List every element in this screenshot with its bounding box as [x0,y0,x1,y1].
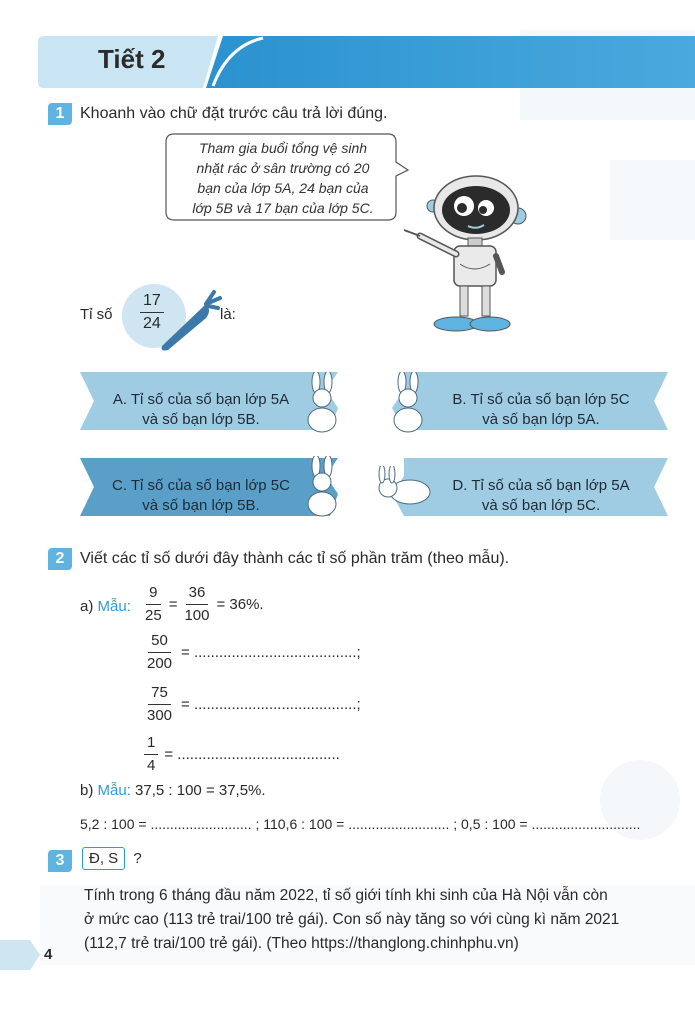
lesson-title: Tiết 2 [98,44,166,74]
item-a-2[interactable]: $\frac{75}{300}$ = .......................................; [147,684,361,724]
exercise-2-instruction: Viết các tỉ số dưới đây thành các tỉ số phần trăm (theo mẫu). [80,550,510,567]
item-a-1[interactable]: $\frac{50}{200}$ = .......................................; [147,632,361,672]
part-b-sample: b) Mẫu: 37,5 : 100 = 37,5%. [80,782,266,799]
ratio-suffix: là: [220,306,236,323]
ratio-denominator: 24 [143,315,161,332]
speech-bubble-text: Tham gia buổi tổng vệ sinh nhặt rác ở sân trường có 20 bạn của lớp 5A, 24 bạn của lớp 5B và 17 bạn của lớp 5C. [192,140,374,216]
ratio-prefix: Tỉ số [80,306,113,323]
exercise-number-2: 2 [48,548,72,570]
ratio-numerator: 17 [140,292,164,313]
page-number: 4 [44,946,53,963]
exercise-3-header: Đ, S ? [82,850,142,867]
option-a-text[interactable]: A. Tỉ số của số bạn lớp 5A và số bạn lớp 5B. [112,391,290,428]
option-d-text[interactable]: D. Tỉ số của số bạn lớp 5A và số bạn lớp 5C. [452,477,630,514]
exercise-3-text: Tính trong 6 tháng đầu năm 2022, tỉ số giới tính khi sinh của Hà Nội vẫn còn ở mức cao (113 trẻ trai/100 trẻ gái). Con số này tăng so với cùng kì năm 2021 (112,7 trẻ trai/100 trẻ gái). (Theo https://thanglong.chinhphu.vn) [84,887,620,952]
rabbit-icon [384,372,432,434]
exercise-number-1: 1 [48,103,72,125]
part-b-items[interactable]: 5,2 : 100 = .......................... ; 110,6 : 100 = .......................... ; 0,5 : 100 = ............................ [80,816,641,832]
sample-a: $\frac{9}{25}$ = $\frac{36}{100}$ = 36%. [145,584,264,624]
part-a-label: a) Mẫu: [80,598,131,615]
rabbit-icon [374,466,436,508]
page-tab-marker [0,940,40,970]
exercise-number-3: 3 [48,850,72,872]
exercise-1-instruction: Khoanh vào chữ đặt trước câu trả lời đúng. [80,105,388,122]
option-c-text[interactable]: C. Tỉ số của số bạn lớp 5C và số bạn lớp 5B. [112,477,290,514]
true-false-box: Đ, S [82,847,125,870]
item-a-3[interactable]: $\frac{1}{4}$ = ....................................... [144,734,340,775]
option-b-text[interactable]: B. Tỉ số của số bạn lớp 5C và số bạn lớp 5A. [452,391,630,428]
